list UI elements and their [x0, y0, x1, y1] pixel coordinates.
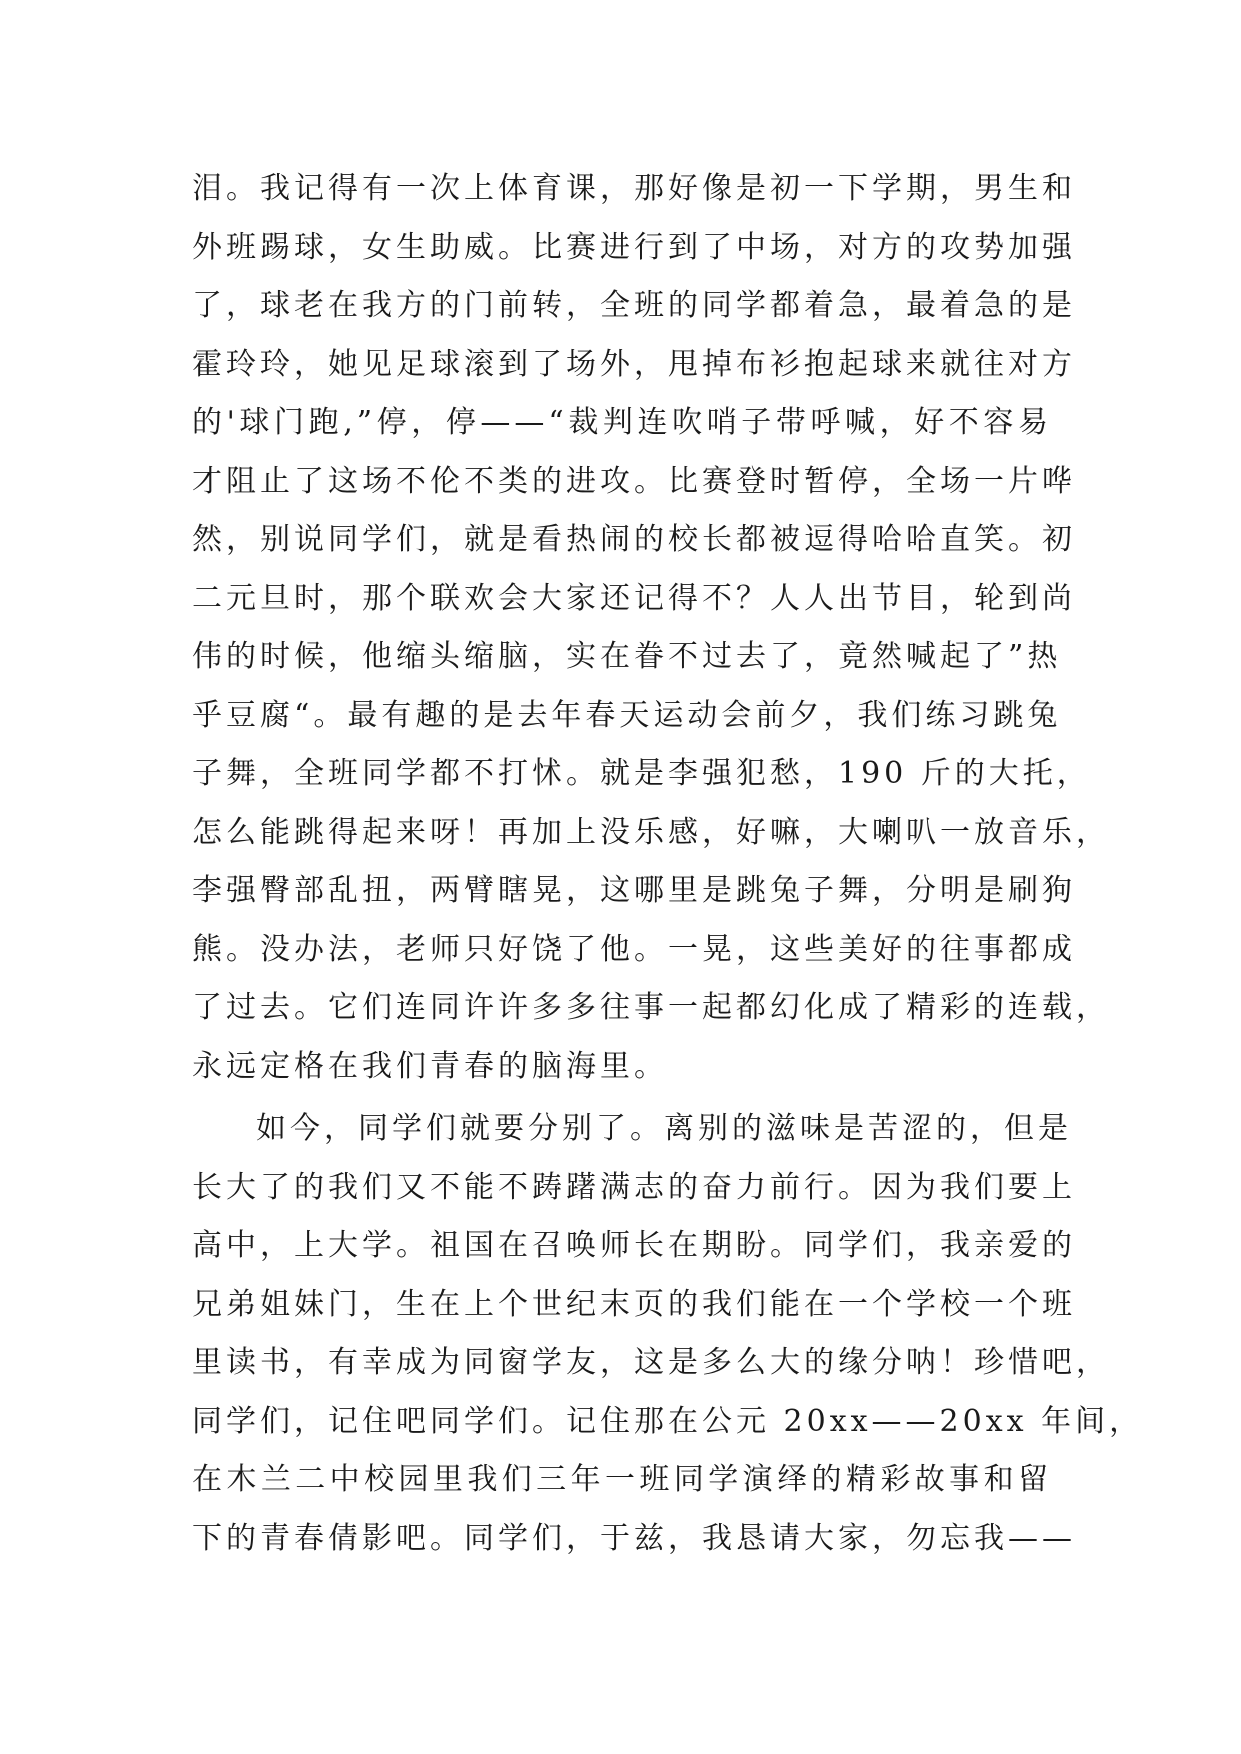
text-line: 兄弟姐妹门，生在上个世纪末页的我们能在一个学校一个班 — [192, 1286, 1076, 1322]
text-line: 乎豆腐“。最有趣的是去年春天运动会前夕，我们练习跳兔 — [192, 697, 1062, 733]
text-line: 永远定格在我们青春的脑海里。 — [192, 1048, 668, 1084]
body-text — [192, 160, 1144, 1568]
text-line: 同学们，记住吧同学们。记住那在公元 20xx——20xx 年间， — [192, 1403, 1144, 1439]
text-line: 李强臀部乱扭，两臂瞎晃，这哪里是跳兔子舞，分明是刷狗 — [192, 873, 1076, 908]
text-line: 如今，同学们就要分别了。离别的滋味是苦涩的，但是 — [256, 1111, 1072, 1146]
text-line: 才阻止了这场不伦不类的进攻。比赛登时暂停，全场一片哗 — [192, 463, 1076, 499]
text-line: 外班踢球，女生助威。比赛进行到了中场，对方的攻势加强 — [192, 229, 1076, 265]
text-line: 子舞，全班同学都不打怵。就是李强犯愁，190 斤的大托， — [192, 756, 1091, 791]
text-line: 下的青春倩影吧。同学们，于兹，我恳请大家，勿忘我—— — [192, 1520, 1076, 1556]
text-line: 伟的时候，他缩头缩脑，实在眷不过去了，竟然喊起了”热 — [192, 639, 1062, 674]
text-line: 长大了的我们又不能不踌躇满志的奋力前行。因为我们要上 — [192, 1169, 1076, 1205]
text-line: 熊。没办法，老师只好饶了他。一晃，这些美好的往事都成 — [192, 931, 1076, 967]
text-line: 二元旦时，那个联欢会大家还记得不？人人出节目，轮到尚 — [192, 580, 1076, 616]
text-line: 在木兰二中校园里我们三年一班同学演绎的精彩故事和留 — [192, 1462, 1052, 1497]
text-line: 了过去。它们连同许许多多往事一起都幻化成了精彩的连载， — [192, 990, 1110, 1025]
text-line: 霍玲玲，她见足球滚到了场外，甩掉布衫抱起球来就往对方 — [192, 346, 1076, 382]
text-line: 里读书，有幸成为同窗学友，这是多么大的缘分呐！珍惜吧， — [192, 1345, 1110, 1380]
text-line: 高中，上大学。祖国在召唤师长在期盼。同学们，我亲爱的 — [192, 1228, 1076, 1263]
text-line: 然，别说同学们，就是看热闹的校长都被逗得哈哈直笑。初 — [192, 522, 1076, 557]
text-line: 泪。我记得有一次上体育课，那好像是初一下学期，男生和 — [192, 171, 1076, 206]
text-line: 了，球老在我方的门前转，全班的同学都着急，最着急的是 — [192, 288, 1076, 323]
text-line: 的'球门跑,”停，停——“裁判连吹哨子带呼喊，好不容易 — [192, 405, 1052, 440]
text-line: 怎么能跳得起来呀！再加上没乐感，好嘛，大喇叭一放音乐， — [192, 814, 1110, 850]
